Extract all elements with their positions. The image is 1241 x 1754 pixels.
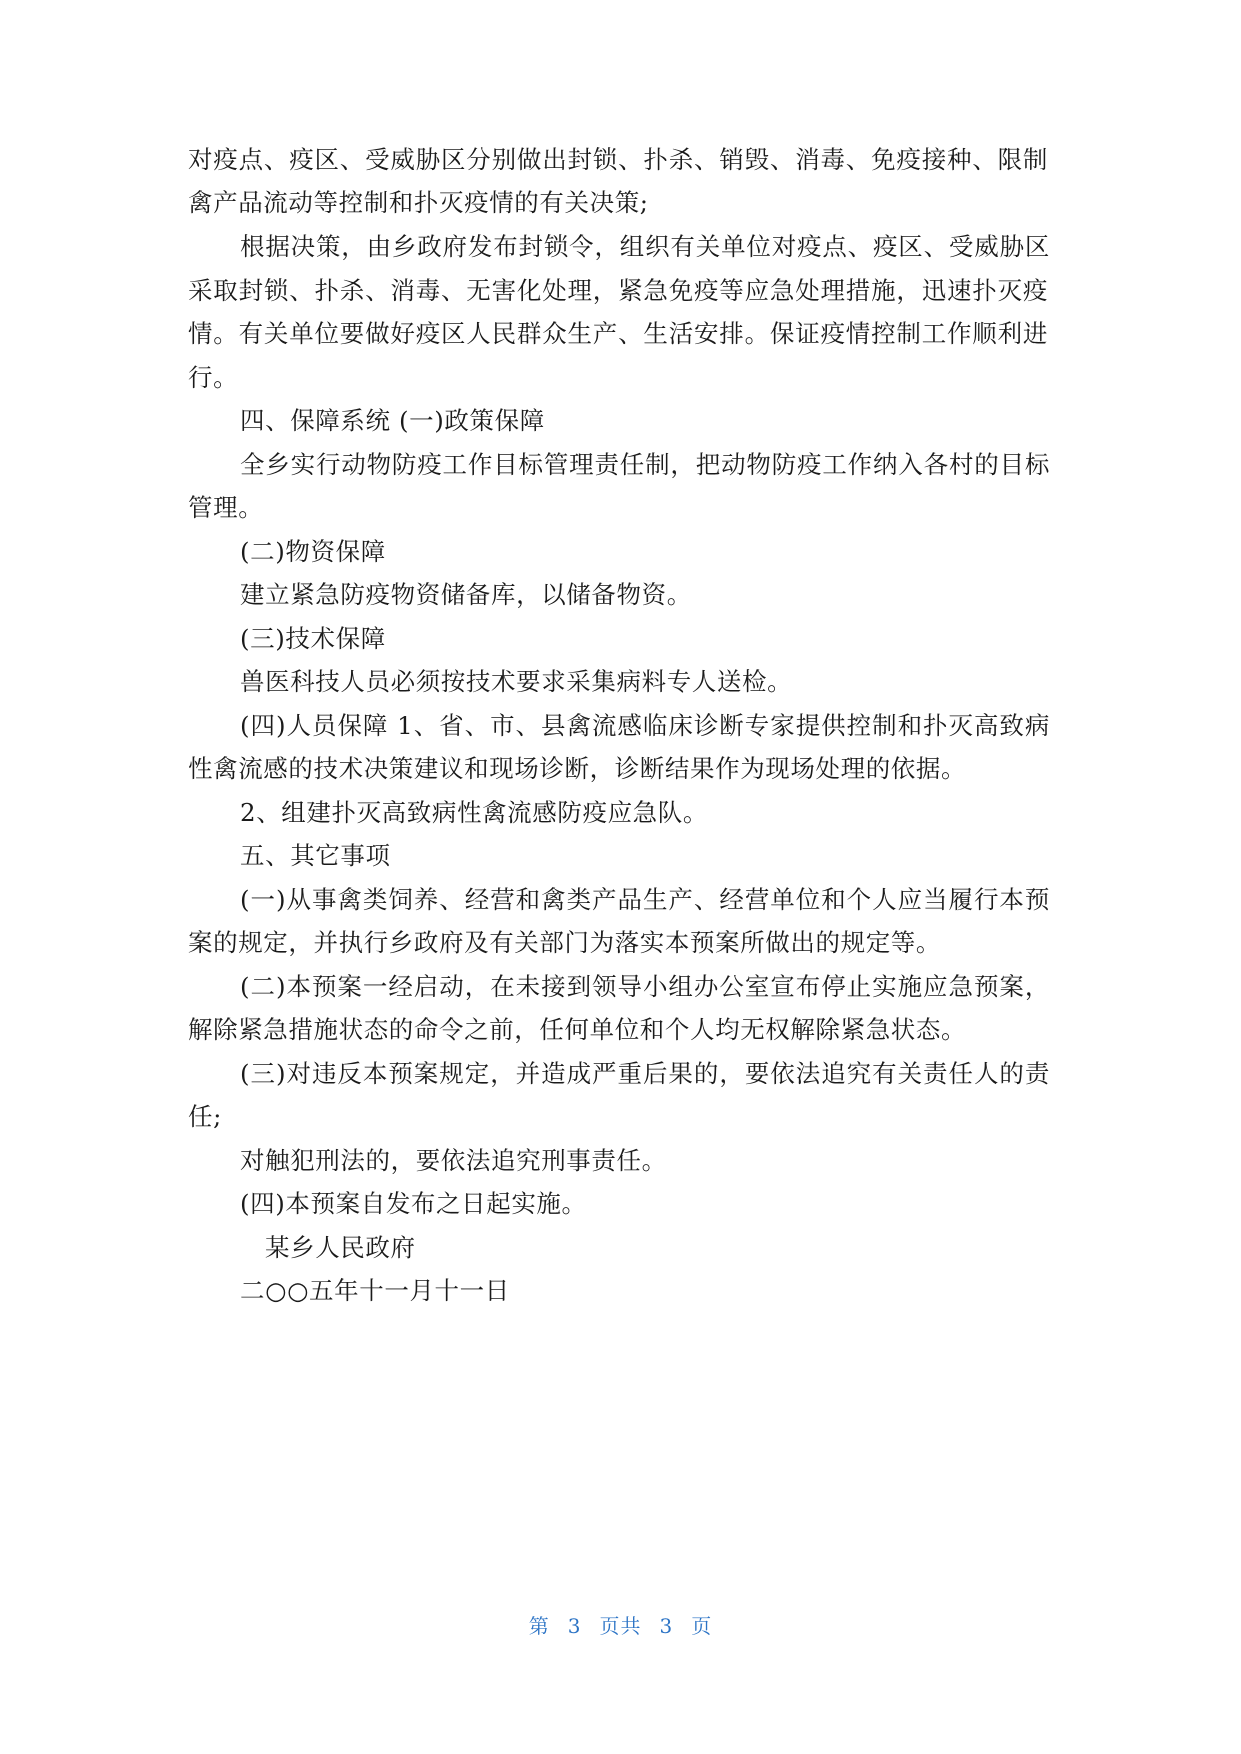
paragraph-line: 案的规定，并执行乡政府及有关部门为落实本预案所做出的规定等。 xyxy=(188,928,941,957)
subsection-heading: (二)物资保障 xyxy=(240,537,386,566)
paragraph-line: (二)本预案一经启动，在未接到领导小组办公室宣布停止实施应急预案， xyxy=(240,972,1050,1001)
footer-page-mid: 页共 xyxy=(599,1614,642,1638)
footer-page-end: 页 xyxy=(691,1614,713,1638)
paragraph-line: (四)本预案自发布之日起实施。 xyxy=(240,1189,587,1218)
paragraph-line: 对触犯刑法的，要依法追究刑事责任。 xyxy=(240,1146,667,1175)
paragraph-line: 根据决策，由乡政府发布封锁令，组织有关单位对疫点、疫区、受威胁区 xyxy=(240,232,1050,261)
paragraph-line: (四)人员保障 1、省、市、县禽流感临床诊断专家提供控制和扑灭高致病 xyxy=(240,711,1050,740)
paragraph-line: 解除紧急措施状态的命令之前，任何单位和个人均无权解除紧急状态。 xyxy=(188,1015,967,1044)
paragraph-line: 建立紧急防疫物资储备库，以储备物资。 xyxy=(240,580,692,609)
paragraph-line: 管理。 xyxy=(188,493,264,522)
paragraph-line: 禽产品流动等控制和扑灭疫情的有关决策; xyxy=(188,188,649,217)
paragraph-line: 任; xyxy=(188,1102,222,1131)
paragraph-line: 性禽流感的技术决策建议和现场诊断，诊断结果作为现场处理的依据。 xyxy=(188,754,967,783)
paragraph-line: 行。 xyxy=(188,363,239,392)
paragraph-line: (三)对违反本预案规定，并造成严重后果的，要依法追究有关责任人的责 xyxy=(240,1059,1050,1088)
footer-page-label: 第 xyxy=(528,1614,550,1638)
signature-organization: 某乡人民政府 xyxy=(265,1233,416,1262)
section-heading: 四、保障系统 (一)政策保障 xyxy=(240,406,545,435)
paragraph-line: (一)从事禽类饲养、经营和禽类产品生产、经营单位和个人应当履行本预 xyxy=(240,885,1050,914)
paragraph-line: 全乡实行动物防疫工作目标管理责任制，把动物防疫工作纳入各村的目标 xyxy=(240,450,1050,479)
paragraph-line: 对疫点、疫区、受威胁区分别做出封锁、扑杀、销毁、消毒、免疫接种、限制 xyxy=(188,145,1048,174)
paragraph-line: 采取封锁、扑杀、消毒、无害化处理，紧急免疫等应急处理措施，迅速扑灭疫 xyxy=(188,276,1048,305)
page-footer xyxy=(0,1612,1241,1640)
signature-date: 二○○五年十一月十一日 xyxy=(240,1276,510,1305)
paragraph-line: 兽医科技人员必须按技术要求采集病料专人送检。 xyxy=(240,667,793,696)
footer-current-page: 3 xyxy=(567,1614,582,1638)
paragraph-line: 情。有关单位要做好疫区人民群众生产、生活安排。保证疫情控制工作顺利进 xyxy=(188,319,1048,348)
subsection-heading: (三)技术保障 xyxy=(240,624,386,653)
section-heading: 五、其它事项 xyxy=(240,841,391,870)
paragraph-line: 2、组建扑灭高致病性禽流感防疫应急队。 xyxy=(240,798,708,827)
footer-total-pages: 3 xyxy=(659,1614,674,1638)
